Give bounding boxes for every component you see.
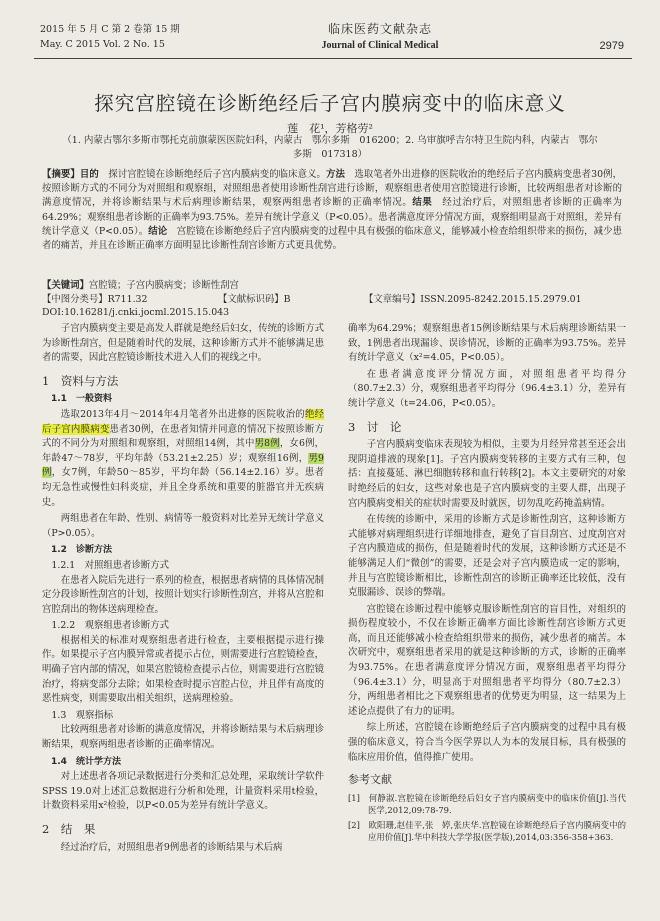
issue-cn: 2015 年 5 月 C 第 2 卷第 15 期	[40, 24, 180, 35]
references-heading: 参考文献	[348, 773, 392, 787]
abstract-label: 【摘要】目的	[42, 169, 99, 180]
article-number: 【文章编号】ISSN.2095-8242.2015.15.2979.01	[364, 294, 582, 305]
text-run: 选取2013年4月～2014年4月笔者外出进修的医院收治的	[60, 408, 305, 420]
subsection-heading: 1.1 一般资料	[51, 394, 112, 405]
issue-info	[40, 22, 180, 52]
article-authors: 莲 花¹，芳格劳²	[287, 122, 373, 135]
paragraph	[42, 408, 324, 510]
abstract-method: 选取笔者外出进修的医院收治的绝经后子宫内膜病变患者30例，按照诊断方式的不同分为对照组和观察组，对照组患者使用诊断性刮宫进行诊断，观察组患者使用宫腔镜进行诊断，比较两组患者对诊断的满意度情况，并将诊断结果与术后病理诊断结果，观察两组患者诊断的正确率情况。	[42, 169, 622, 209]
text-run: ，女7例，年龄50～85岁，平均年龄（56.14±2.16）岁。患者均无急性或慢性妇科炎症，并且全身系统和重要的脏器官并无疾病史。	[42, 467, 324, 508]
intro-paragraph: 子宫内膜病变主要是高发人群就是绝经后妇女，传统的诊断方式为诊断性刮宫，但是随着时代的发展，这种诊断方式并不能够满足患者的需要，因此宫腔镜诊断技术进入人们的视线之中。	[42, 323, 324, 364]
abstract-conclusion: 宫腔镜在诊断绝经后子宫内膜病变的过程中具有极强的临床意义，能够减小检查给组织带来的损伤，减少患者的痛苦，并且在诊断正确率方面明显比诊断性刮宫诊断方式更具优势。	[42, 225, 622, 252]
paragraph: 在患者入院后先进行一系列的检查，根据患者病情的具体情况制定分段诊断性刮宫的计划，按照计划实行诊断性刮宫，并将从宫腔和宫腔刮出的物体送病理检查。	[42, 574, 324, 615]
abstract-result-label: 结果	[412, 197, 433, 209]
left-column	[42, 322, 324, 857]
paragraph: 根据相关的标准对观察组患者进行检查，主要根据提示进行操作。如果提示子宫内膜异常或者提示占位，则需要进行宫腔镜检查，明确子宫内部的情况，如果宫腔镜检查提示占位，则需要进行宫腔镜治疗，将病变部分去除；如果检查时提示宫腔占位，并且伴有高度的恶性病变，则需要取出相关组织，送病理检验。	[42, 634, 324, 705]
journal-name-cn: 临床医药文献杂志	[327, 22, 432, 36]
section-heading: 3 讨 论	[348, 419, 402, 434]
abstract-conclusion-label: 结论	[148, 225, 168, 237]
sub-subsection-heading: 1.2.2 观察组患者诊断方式	[51, 620, 169, 632]
keywords-text: 宫腔镜；子宫内膜病变；诊断性刮宫	[88, 280, 239, 291]
paragraph: 子宫内膜病变临床表现较为相似，主要为月经异常甚至还会出现阴道排液的现象[1]。子宫内膜病变转移的主要方式有三种，包括：直接蔓延、淋巴细胞转移和血行转移[2]。本文主要研究的对象时绝经后的妇女，这些对象也是子宫内膜病变的主要人群，出现子宫内膜病变相关的症状时需要及时就医，切勿乱吃药掩盖病情。	[348, 439, 626, 509]
highlighted-text: 男9例	[42, 452, 324, 479]
doi: DOI:10.16281/j.cnki.jocml.2015.15.043	[42, 307, 230, 318]
paragraph: 在患者满意度评分情况方面，对照组患者平均得分（80.7±2.3）分，观察组患者平均得分（96.4±3.1）分，差异有统计学意义（t=24.06，P<0.05）。	[348, 368, 626, 409]
paragraph: 比较两组患者对诊断的满意度情况，并将诊断结果与术后病理诊断结果，观察两组患者诊断的正确率情况。	[42, 724, 324, 751]
highlighted-text: 绝经后子宫内膜病变	[42, 408, 324, 435]
text-run: ，女6例，年龄47～78岁，平均年龄（53.21±2.25）岁；观察组16例，	[42, 438, 324, 464]
paragraph: 两组患者在年龄、性别、病情等一般资料对比差异无统计学意义（P>0.05）。	[42, 513, 324, 539]
issue-en: May. C 2015 Vol. 2 No. 15	[40, 39, 165, 50]
keywords-label: 【关键词】	[42, 280, 89, 291]
highlighted-text: 男8例	[254, 438, 280, 450]
paragraph: 宫腔镜在诊断过程中能够克服诊断性刮宫的盲目性，对组织的损伤程度较小，不仅在诊断正确率方面比诊断性刮宫诊断方式更高，而且还能够减小检查给组织带来的损伤，减少患者的痛苦。本次研究中，观察组患者采用的就是这种诊断的方式，诊断的正确率为93.75%。在患者满意度评分情况方面，观察组患者平均得分（96.4±3.1）分，明显高于对照组患者平均得分（80.7±2.3）分，两组患者相比之下观察组患者的优势更为明显，这一结果为上述论点提供了有力的证明。	[348, 603, 626, 717]
keywords	[42, 277, 622, 291]
abstract-result: 经过治疗后，对照组患者诊断的正确率为64.29%；观察组患者诊断的正确率为93.75%。差异有统计学意义（P<0.05）。患者满意度评分情况方面，观察组明显高于对照组，差异有统计学意义（P<0.05）。	[42, 197, 622, 237]
reference-item: [2] 欧阳珊,赵佳平,张 婷,张庆华.宫腔镜在诊断绝经后子宫内膜病变中的应用价值[J].华中科技大学学报(医学版),2014,03:356-358+363.	[348, 819, 626, 843]
abstract-objective: 探讨宫腔镜在诊断绝经后子宫内膜病变的临床意义。	[98, 169, 327, 180]
abstract-method-label: 方法	[326, 169, 345, 180]
page-number: 2979	[599, 40, 624, 52]
sub-subsection-heading: 1.3 观察指标	[51, 709, 114, 721]
header-rule	[34, 58, 632, 59]
paragraph: 在传统的诊断中，采用的诊断方式是诊断性刮宫，这种诊断方式能够对病理组织进行详细地排查，避免了盲目刮宫、过度刮宫对子宫内膜造成的损伤，但是随着时代的发展，这种诊断方式还是不能够满足人们“微创”的需要，还是会对子宫内膜造成一定的影响，并且与宫腔镜诊断相比，诊断性刮宫的诊断正确率还比较低，没有克服漏诊、误诊的弊端。	[348, 514, 626, 599]
author-affiliation: （1. 内蒙古鄂尔多斯市鄂托克前旗蒙医医院妇科，内蒙古 鄂尔多斯 016200；2. 乌审旗呼吉尔特卫生院内科，内蒙古 鄂尔多斯 017318）	[62, 135, 598, 160]
journal-name-en: Journal of Clinical Medical	[321, 40, 439, 51]
right-column	[348, 322, 626, 846]
paragraph: 综上所述，宫腔镜在诊断绝经后子宫内膜病变的过程中具有极强的临床意义，符合当今医学界以人为本的发展目标，具有极强的临床应用价值，值得推广使用。	[348, 722, 626, 763]
subsection-heading: 1.2 诊断方法	[51, 545, 112, 556]
abstract	[42, 168, 622, 253]
clc-number: 【中图分类号】R711.32	[42, 294, 148, 305]
text-run: 患者30例，在患者知情并同意的情况下按照诊断方式的不同分为对照组和观察组，对照组14例，其中	[42, 423, 324, 450]
paragraph: 经过治疗后，对照组患者9例患者的诊断结果与术后病	[60, 841, 283, 853]
sub-subsection-heading: 1.2.1 对照组患者诊断方式	[51, 559, 169, 571]
paragraph: 确率为64.29%；观察组患者15例诊断结果与术后病理诊断结果一致，1例患者出现漏诊、误诊情况，诊断的正确率为93.75%。差异有统计学意义（x²=4.05，P<0.05）。	[348, 323, 626, 364]
journal-name	[300, 20, 460, 51]
section-heading: 2 结 果	[42, 822, 96, 836]
article-title: 探究宫腔镜在诊断绝经后子宫内膜病变中的临床意义	[94, 92, 566, 115]
section-heading: 1 资料与方法	[42, 373, 119, 388]
paragraph: 对上述患者各项记录数据进行分类和汇总处理，采取统计学软件SPSS 19.0对上述汇总数据进行分析和处理，计量资料采用t检验，计数资料采用x²检验，以P<0.05为差异有统计学意义。	[42, 771, 324, 812]
reference-item: [1] 何静淑.宫腔镜在诊断绝经后妇女子宫内膜病变中的临床价值[J].当代医学,2012,09:78-79.	[348, 792, 626, 816]
subsection-heading: 1.4 统计学方法	[51, 756, 121, 767]
document-code: 【文献标识码】B	[218, 294, 291, 305]
